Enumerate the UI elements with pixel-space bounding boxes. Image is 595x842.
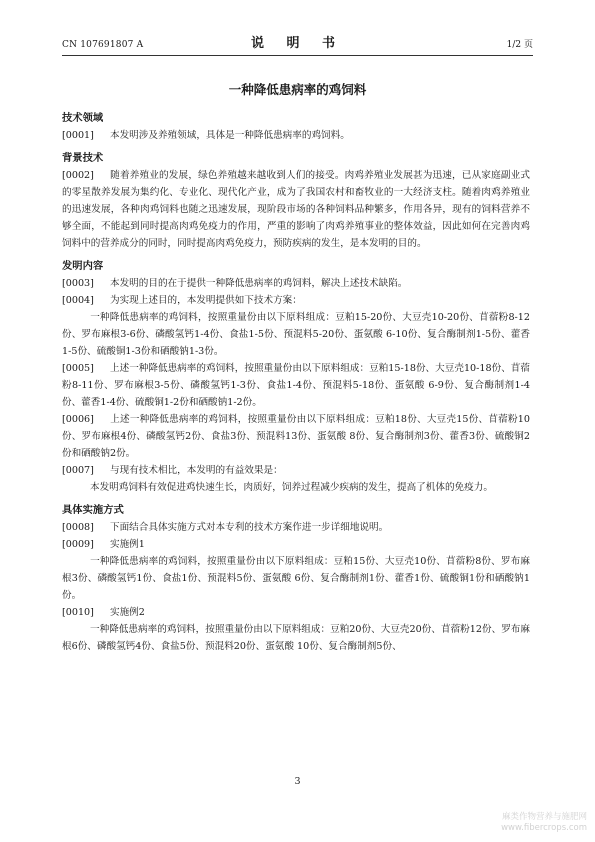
paragraph [62,604,530,621]
paragraph-text: 本发明涉及养殖领域，具体是一种降低患病率的鸡饲料。 [110,130,350,141]
paragraph [62,411,530,462]
paragraph [62,553,530,604]
page-info: 1/2 页 [506,40,533,50]
watermark-line: 麻类作物营养与施肥网 [501,812,587,822]
paragraph [62,479,530,496]
document-title: 一种降低患病率的鸡饲料 [228,82,367,97]
paragraph [62,360,530,411]
paragraph [62,292,530,309]
paragraph-text: 一种降低患病率的鸡饲料，按照重量份由以下原料组成：豆粕15-20份、大豆壳10-20份、苜蓿粉8-12份、罗布麻根3-6份、磷酸氢钙1-4份、食盐1-5份、预混料5-20份、蛋氨酸 6-10份、复合酶制剂1-5份、藿香1-5份、硫酸铜1-3份和硒酸钠1-3份。 [62,312,530,357]
paragraph-number: [0001] [62,130,94,141]
paragraph [62,462,530,479]
paragraph [62,127,530,144]
paragraph-number: [0010] [62,607,94,618]
paragraph-text: 一种降低患病率的鸡饲料，按照重量份由以下原料组成：豆粕20份、大豆壳20份、苜蓿粉12份、罗布麻根6份、磷酸氢钙4份、食盐5份、预混料20份、蛋氨酸 10份、复合酶制剂5份、 [62,624,530,652]
paragraph-text: 本发明的目的在于提供一种降低患病率的鸡饲料，解决上述技术缺陷。 [110,278,408,289]
paragraph-text: 上述一种降低患病率的鸡饲料，按照重量份由以下原料组成：豆粕15-18份、大豆壳10-18份、苜蓿粉8-11份、罗布麻根3-5份、磷酸氢钙1-3份、食盐1-4份、预混料5-18份、蛋氨酸 6-9份、复合酶制剂1-4份、藿香1-4份、硫酸铜1-2份和硒酸钠1-2份。 [62,363,530,408]
paragraph [62,167,530,252]
paragraph-number: [0008] [62,522,94,533]
paragraph [62,621,530,655]
paragraph-text: 一种降低患病率的鸡饲料，按照重量份由以下原料组成：豆粕15份、大豆壳10份、苜蓿粉8份、罗布麻根3份、磷酸氢钙1份、食盐1份、预混料5份、蛋氨酸 6份、复合酶制剂1份、藿香1份、硫酸铜1份和硒酸钠1份。 [62,556,530,601]
paragraph [62,536,530,553]
watermark [501,812,587,834]
paragraph-number: [0007] [62,465,94,476]
paragraph-number: [0003] [62,278,94,289]
paragraph-number: [0009] [62,539,94,550]
paragraph-text: 本发明鸡饲料有效促进鸡快速生长，肉质好，饲养过程减少疾病的发生，提高了机体的免疫力。 [90,482,493,493]
paragraph-text: 实施例1 [110,539,145,550]
page-number: 3 [294,776,301,787]
paragraph-text: 实施例2 [110,607,145,618]
section-heading-summary: 发明内容 [62,260,104,272]
paragraph [62,309,530,360]
paragraph-number: [0004] [62,295,94,306]
paragraph-text: 与现有技术相比，本发明的有益效果是： [110,465,283,476]
paragraph-text: 随着养殖业的发展，绿色养殖越来越收到人们的接受。肉鸡养殖业发展甚为迅速，已从家庭副业式的零星散养发展为集约化、专业化、现代化产业，成为了我国农村和畜牧业的一大经济支柱。随着肉鸡养殖业的迅速发展，各种肉鸡饲料也随之迅速发展，现阶段市场的各种饲料品种繁多，作用各异，现有的饲料营养不够全面，不能起到同时提高肉鸡免疫力的作用，严重的影响了肉鸡养殖事业的整体效益，因此如何在完善肉鸡饲料中的营养成分的同时，同时提高肉鸡免疫力，预防疾病的发生，是本发明的目的。 [62,170,530,249]
paragraph-number: [0002] [62,170,94,181]
document-body [62,110,530,655]
doc-number: CN 107691807 A [62,40,144,50]
paragraph [62,519,530,536]
paragraph-number: [0005] [62,363,94,374]
section-heading-embodiments: 具体实施方式 [62,504,124,516]
paragraph [62,275,530,292]
paragraph-text: 上述一种降低患病率的鸡饲料，按照重量份由以下原料组成：豆粕18份、大豆壳15份、苜蓿粉10份、罗布麻根4份、磷酸氢钙2份、食盐3份、预混料13份、蛋氨酸 8份、复合酶制剂3份、藿香3份、硫酸铜2份和硒酸钠2份。 [62,414,530,459]
paragraph-text: 为实现上述目的，本发明提供如下技术方案： [110,295,302,306]
paragraph-text: 下面结合具体实施方式对本专利的技术方案作进一步详细地说明。 [110,522,389,533]
page-header [62,30,533,54]
header-rule [62,55,533,56]
section-heading-background: 背景技术 [62,152,104,164]
doc-type: 说 明 书 [250,36,345,51]
section-heading-tech-field: 技术领域 [62,112,104,124]
paragraph-number: [0006] [62,414,94,425]
watermark-line: www.fibercrops.com [501,823,587,833]
